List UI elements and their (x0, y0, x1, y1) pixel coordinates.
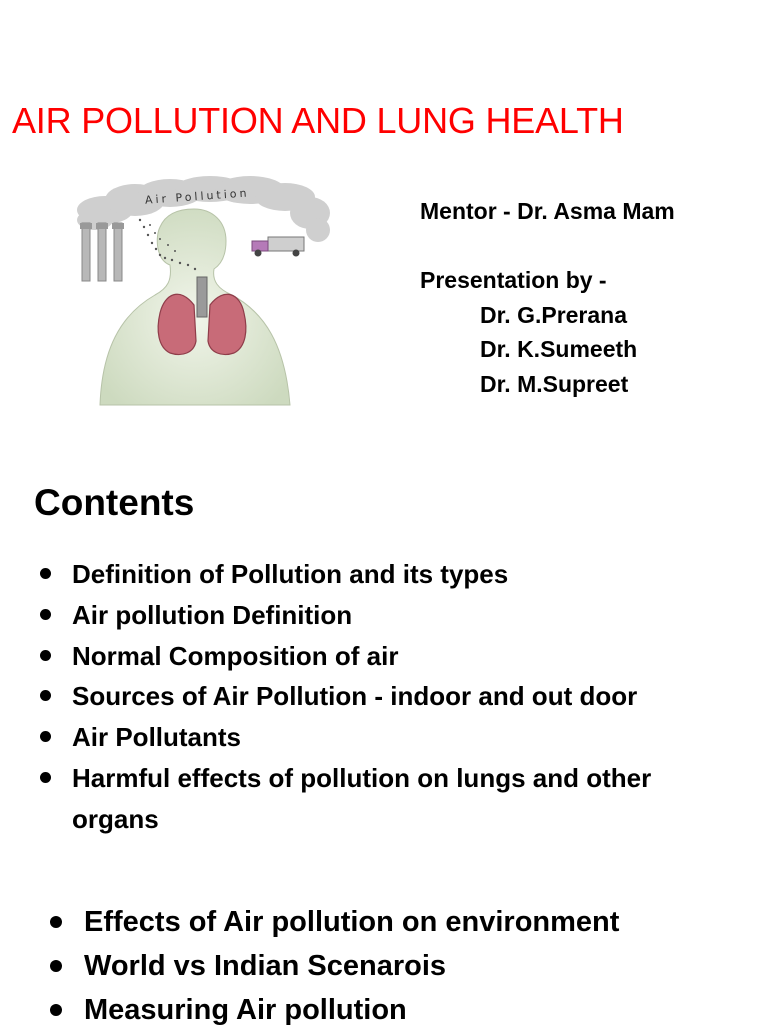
bullet-icon (40, 650, 51, 661)
list-item-text: Air Pollutants (72, 722, 242, 753)
list-item-text: Air pollution Definition (72, 599, 353, 630)
list-item (40, 676, 740, 717)
list-item (50, 944, 750, 988)
page-title: AIR POLLUTION AND LUNG HEALTH (12, 100, 624, 141)
contents-list (40, 554, 740, 840)
mentor-credit: Mentor - Dr. Asma Mam (420, 198, 675, 224)
bullet-icon (40, 690, 51, 701)
list-item-text: World vs Indian Scenarois (84, 950, 447, 982)
bullet-icon (50, 1004, 62, 1016)
bullet-icon (40, 772, 51, 783)
truck-icon (252, 237, 304, 257)
list-item (40, 717, 740, 758)
list-item (40, 636, 740, 677)
list-item-text: Effects of Air pollution on environment (84, 906, 620, 938)
list-item-text: Harmful effects of pollution on lungs and other organs (72, 762, 652, 834)
list-item-text: Measuring Air pollution (84, 994, 407, 1026)
list-item (50, 988, 750, 1032)
bullet-icon (40, 731, 51, 742)
presentation-by-label: Presentation by - (420, 267, 607, 293)
contents-heading: Contents (34, 482, 195, 523)
list-item (40, 758, 740, 840)
presenter-name: Dr. M.Supreet (480, 371, 629, 397)
bullet-icon (50, 960, 62, 972)
list-item (40, 554, 740, 595)
list-item (40, 595, 740, 636)
list-item-text: Sources of Air Pollution - indoor and out door (72, 681, 638, 712)
trachea-icon (197, 277, 207, 317)
list-item-text: Normal Composition of air (72, 640, 399, 671)
list-item (50, 900, 750, 944)
presenter-name: Dr. K.Sumeeth (480, 336, 638, 362)
bullet-icon (40, 568, 51, 579)
factory-chimneys-icon (80, 223, 124, 281)
bullet-icon (50, 916, 62, 928)
list-item-text: Definition of Pollution and its types (72, 559, 509, 589)
illustration-caption: Air Pollution (144, 186, 250, 207)
contents-list-continued (50, 900, 750, 1032)
air-pollution-illustration (60, 165, 350, 420)
bullet-icon (40, 609, 51, 620)
human-silhouette-icon (100, 209, 290, 405)
presenter-name: Dr. G.Prerana (480, 302, 628, 328)
